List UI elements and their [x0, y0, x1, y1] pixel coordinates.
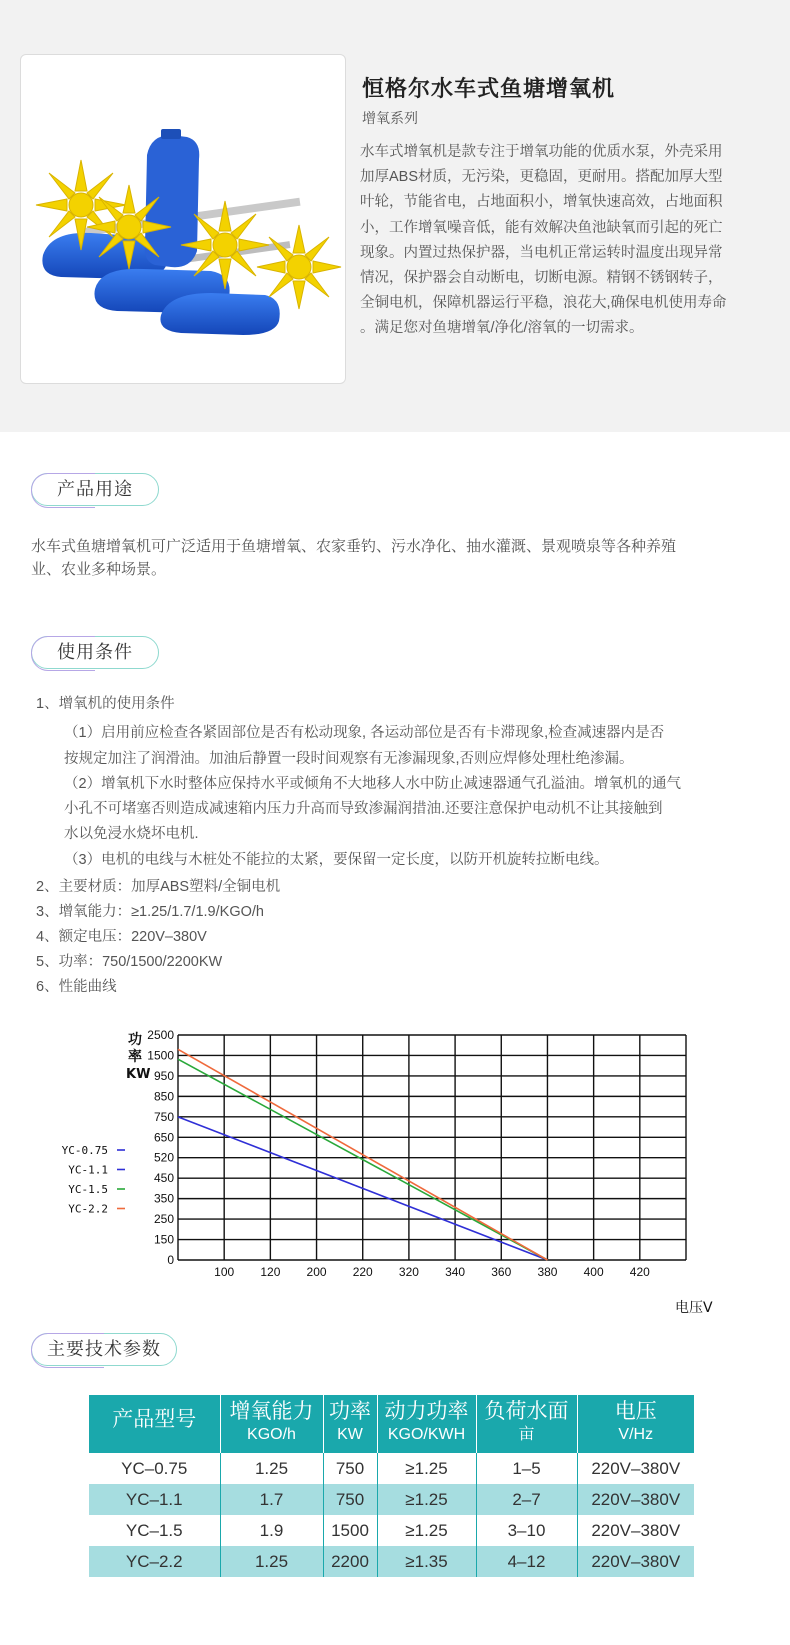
- spec-cell-oxygen: 1.9: [220, 1515, 323, 1546]
- spec-cell-model: YC–0.75: [89, 1453, 220, 1484]
- chart-ylabel: 功: [128, 1032, 142, 1048]
- y-tick-label: 1500: [147, 1048, 174, 1063]
- x-tick-label: 360: [491, 1265, 512, 1279]
- spec-table-row: [89, 1515, 694, 1546]
- description-line: 情况，保护器会自动断电，切断电源。精钢不锈钢转子，: [360, 270, 723, 287]
- spec-header-main: 负荷水面: [484, 1400, 569, 1423]
- description-line: 水车式增氧机是款专注于增氧功能的优质水泵，外壳采用: [360, 144, 723, 160]
- spec-cell-model: YC–2.2: [89, 1546, 220, 1577]
- y-tick-label: 520: [153, 1150, 174, 1165]
- chart-ylabel: 率: [128, 1049, 142, 1065]
- condition-line: 按规定加注了润滑油。加油后静置一段时间观察有无渗漏现象,否则应焊修处理杜绝渗漏。: [64, 751, 634, 767]
- spec-header-main: 动力功率: [384, 1400, 469, 1423]
- usage-line: 水车式鱼塘增氧机可广泛适用于鱼塘增氧、农家垂钓、污水净化、抽水灌溉、景观喷泉等各种养殖: [31, 538, 677, 555]
- spec-table-header: [89, 1395, 694, 1453]
- spec-header-sub: KGO/KWH: [387, 1426, 466, 1443]
- condition-line: 4、额定电压：220V–380V: [36, 929, 207, 945]
- chart-xlabel: 电压V: [675, 1300, 713, 1316]
- spec-cell-oxygen: 1.7: [220, 1484, 323, 1515]
- x-tick-label: 220: [352, 1265, 373, 1279]
- spec-cell-power: 2200: [323, 1546, 377, 1577]
- section-title-specs-label: 主要技术参数: [47, 1339, 161, 1359]
- x-tick-label: 340: [445, 1265, 466, 1279]
- product-hero: [0, 0, 790, 432]
- section-title-usage-label: 产品用途: [57, 479, 133, 499]
- spec-cell-model: YC–1.1: [89, 1484, 220, 1515]
- spec-header-cell: [89, 1395, 220, 1453]
- spec-cell-power: 750: [323, 1484, 377, 1515]
- spec-cell-area: 4–12: [476, 1546, 577, 1577]
- y-tick-label: 250: [153, 1212, 174, 1227]
- condition-line: （2）增氧机下水时整体应保持水平或倾角不大地移人水中防止减速器通气孔溢油。增氧机的通气: [64, 776, 682, 792]
- y-tick-label: 350: [153, 1191, 174, 1206]
- y-tick-label: 2500: [147, 1028, 174, 1042]
- spec-header-sub: 亩: [518, 1426, 535, 1443]
- spec-header-sub: KW: [337, 1426, 363, 1443]
- spec-table: [89, 1395, 694, 1577]
- condition-line: 水以免浸水烧坏电机.: [64, 826, 199, 842]
- spec-header-main: 产品型号: [112, 1408, 197, 1431]
- spec-cell-power: 1500: [323, 1515, 377, 1546]
- x-tick-label: 400: [583, 1265, 604, 1279]
- spec-cell-area: 3–10: [476, 1515, 577, 1546]
- description-line: 全铜电机，保障机器运行平稳，浪花大,确保电机使用寿命: [360, 295, 727, 312]
- chart-legend: [62, 1144, 125, 1216]
- spec-cell-voltage: 220V–380V: [591, 1458, 681, 1478]
- condition-line: 5、功率：750/1500/2200KW: [36, 954, 223, 970]
- chart-y-ticks: [147, 1028, 174, 1267]
- condition-line: 3、增氧能力：≥1.25/1.7/1.9/KGO/h: [36, 904, 264, 920]
- spec-cell-efficiency: ≥1.25: [377, 1484, 476, 1515]
- usage-line: 业、农业多种场景。: [31, 561, 167, 578]
- spec-cell-oxygen: 1.25: [220, 1546, 323, 1577]
- paddle-wheel-2: [87, 185, 171, 269]
- spec-table-row: [89, 1484, 694, 1515]
- condition-line: 1、增氧机的使用条件: [36, 696, 175, 712]
- spec-header-cell: [220, 1395, 323, 1453]
- float-right: [160, 293, 279, 335]
- legend-label: YC-1.5: [68, 1183, 108, 1196]
- spec-header-main: 电压: [614, 1400, 657, 1423]
- spec-header-main: 功率: [329, 1400, 371, 1423]
- spec-cell-area: 2–7: [476, 1484, 577, 1515]
- condition-line: 小孔不可堵塞否则造成减速箱内压力升高而导致渗漏润措油.还要注意保护电动机不让其接触到: [64, 801, 663, 817]
- description-line: 。满足您对鱼塘增氧/净化/溶氧的一切需求。: [360, 320, 644, 337]
- spec-header-sub: KGO/h: [247, 1426, 296, 1443]
- chart-x-ticks: [214, 1265, 650, 1279]
- spec-cell-efficiency: ≥1.35: [377, 1546, 476, 1577]
- spec-header-cell: [323, 1395, 377, 1453]
- product-title: 恒格尔水车式鱼塘增氧机: [362, 76, 616, 101]
- condition-line: 2、主要材质：加厚ABS塑料/全铜电机: [36, 879, 281, 895]
- paddle-wheel-3: [181, 201, 269, 289]
- aerator-illustration: [21, 55, 346, 384]
- spec-header-cell: [577, 1395, 694, 1453]
- legend-label: YC-0.75: [61, 1144, 108, 1157]
- paddle-wheel-4: [257, 225, 341, 309]
- x-tick-label: 120: [260, 1265, 281, 1279]
- spec-table-row: [89, 1546, 694, 1577]
- product-photo-card: [20, 54, 346, 384]
- description-line: 现象。内置过热保护器，当电机正常运转时温度出现异常: [360, 244, 723, 261]
- spec-cell-model: YC–1.5: [89, 1515, 220, 1546]
- spec-cell-voltage: 220V–380V: [577, 1484, 694, 1515]
- y-tick-label: 950: [153, 1068, 174, 1083]
- product-description: [360, 140, 764, 342]
- legend-label: YC-1.1: [68, 1163, 108, 1177]
- condition-line: （3）电机的电线与木桩处不能拉的太紧，要保留一定长度，以防开机旋转拉断电线。: [64, 852, 609, 868]
- spec-table-row: [89, 1453, 694, 1484]
- x-tick-label: 420: [629, 1265, 650, 1279]
- chart-grid: [178, 1035, 686, 1260]
- description-line: 小，工作增氧噪音低，能有效解决鱼池缺氧而引起的死亡: [360, 219, 723, 236]
- spec-header-cell: [377, 1395, 476, 1453]
- spec-cell-efficiency: ≥1.25: [377, 1515, 476, 1546]
- legend-label: YC-2.2: [68, 1202, 108, 1216]
- paddle-wheel-1: [36, 160, 126, 250]
- product-series: 增氧系列: [362, 110, 418, 126]
- spec-header-main: 增氧能力: [229, 1400, 314, 1423]
- performance-chart: [0, 1020, 790, 1320]
- spec-cell-voltage: 220V–380V: [591, 1520, 681, 1540]
- y-tick-label: 150: [153, 1232, 174, 1247]
- spec-header-cell: [476, 1395, 577, 1453]
- y-tick-label: 850: [153, 1089, 174, 1104]
- section-title-specs: [31, 1333, 177, 1366]
- y-tick-label: 750: [153, 1109, 174, 1124]
- x-tick-label: 380: [537, 1265, 558, 1279]
- spec-cell-voltage: 220V–380V: [577, 1546, 694, 1577]
- spec-cell-power: 750: [323, 1453, 377, 1484]
- y-tick-label: 650: [153, 1130, 174, 1145]
- spec-cell-efficiency: ≥1.25: [377, 1453, 476, 1484]
- spec-header-sub: V/Hz: [618, 1426, 654, 1443]
- x-tick-label: 200: [306, 1265, 327, 1279]
- condition-line: 6、性能曲线: [36, 979, 117, 995]
- section-title-conditions: [31, 636, 159, 669]
- chart-ylabel: KW: [126, 1067, 151, 1082]
- spec-cell-oxygen: 1.25: [220, 1453, 323, 1484]
- y-tick-label: 0: [167, 1253, 174, 1267]
- condition-line: （1）启用前应检查各紧固部位是否有松动现象, 各运动部位是否有卡滞现象,检查减速器内是否: [64, 725, 665, 741]
- y-tick-label: 450: [153, 1171, 174, 1186]
- section-title-usage: [31, 473, 159, 506]
- usage-text: [31, 535, 721, 581]
- spec-cell-area: 1–5: [476, 1453, 577, 1484]
- x-tick-label: 320: [398, 1265, 419, 1279]
- x-tick-label: 100: [214, 1265, 235, 1279]
- description-line: 叶轮，节能省电，占地面积小，增氧快速高效，占地面积: [360, 194, 723, 211]
- description-line: 加厚ABS材质，无污染，更稳固，更耐用。搭配加厚大型: [360, 169, 723, 186]
- section-title-conditions-label: 使用条件: [57, 642, 133, 662]
